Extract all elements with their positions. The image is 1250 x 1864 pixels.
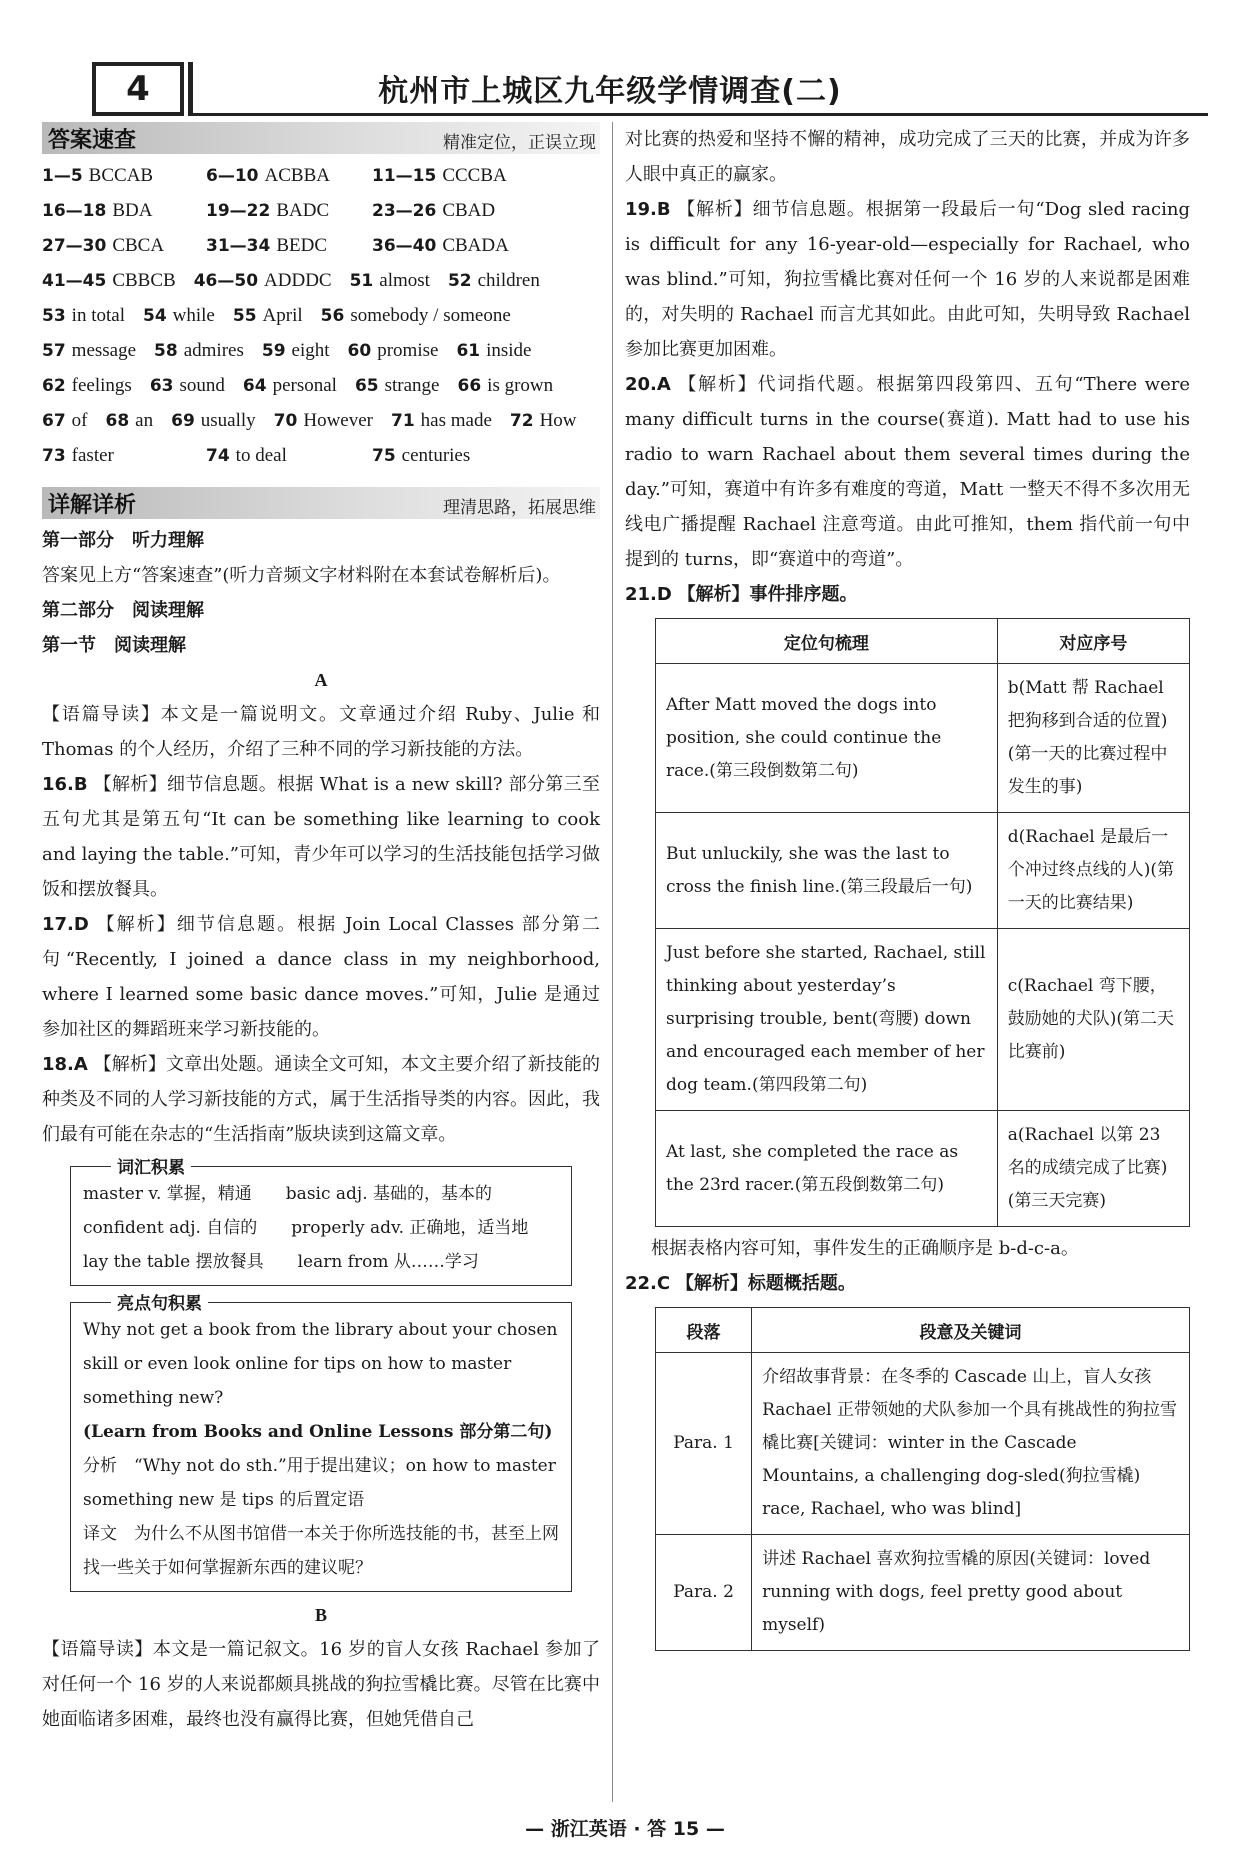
table-cell: 讲述 Rachael 喜欢狗拉雪橇的原因(关键词：loved running with dogs, feel pretty good about myself) [752, 1535, 1190, 1651]
answer-item [42, 410, 88, 432]
answer-number: 6—10 [206, 165, 259, 186]
answer-item [143, 305, 215, 327]
q18-text: 【解析】文章出处题。通读全文可知，本文主要介绍了新技能的种类及不同的人学习新技能的方式，属于生活指导类的内容。因此，我们最有可能在杂志的“生活指南”版块读到这篇文章。 [42, 1054, 600, 1145]
q17-text: 【解析】细节信息题。根据 Join Local Classes 部分第二句“Recently, I joined a dance class in my neighborhood, where I learned some basic dance moves.”可知，Julie 是通过参加社区的舞蹈班来学习新技能的。 [42, 914, 600, 1040]
answer-item [206, 200, 354, 222]
answer-number: 59 [261, 340, 286, 361]
answer-item [350, 270, 430, 292]
answer-number: 1—5 [42, 165, 83, 186]
answer-number: 56 [320, 305, 345, 326]
answer-number: 11—15 [372, 165, 437, 186]
passage-a-label: A [314, 670, 328, 690]
sentence-line: 译文 为什么不从图书馆借一本关于你所选技能的书，甚至上网找一些关于如何掌握新东西的建议呢？ [83, 1524, 559, 1578]
answer-number: 53 [42, 305, 66, 326]
answer-item [154, 340, 244, 362]
answer-value: BCCAB [88, 164, 154, 186]
q22-table [655, 1307, 1190, 1651]
answer-row [42, 333, 600, 368]
answer-item [372, 445, 532, 467]
answer-number: 57 [42, 340, 66, 361]
answer-item [42, 270, 176, 292]
answer-number: 52 [447, 270, 472, 291]
table-row [656, 1535, 1190, 1651]
answer-item [321, 305, 511, 327]
q19-explanation [625, 192, 1190, 367]
answer-value: message [71, 339, 137, 361]
answer-value: BEDC [276, 234, 328, 256]
answer-value: strange [384, 374, 440, 396]
table-cell: a(Rachael 以第 23 名的成绩完成了比赛)(第三天完赛) [997, 1111, 1189, 1227]
q18-number: 18.A [42, 1054, 88, 1075]
table-row [656, 1353, 1190, 1535]
answer-value: feelings [71, 374, 132, 396]
answer-item [372, 200, 532, 222]
answer-number: 62 [42, 375, 66, 396]
table-cell: Just before she started, Rachael, still thinking about yesterday’s surprising trouble, bent(弯腰) down and encouraged each member of her dog team.(第四段第二句) [656, 929, 998, 1111]
answer-number: 27—30 [42, 235, 107, 256]
q20-number: 20.A [625, 374, 671, 395]
answer-number: 46—50 [193, 270, 259, 291]
answer-number: 69 [171, 410, 195, 431]
answer-item [274, 410, 373, 432]
right-column [625, 122, 1190, 1655]
q20-explanation [625, 367, 1190, 577]
answer-value: ACBBA [264, 164, 330, 186]
answer-item [42, 235, 188, 257]
vocab-line: lay the table 摆放餐具 learn from 从……学习 [83, 1252, 479, 1272]
answer-value: BDA [112, 199, 153, 221]
answer-item [391, 410, 492, 432]
detail-title: 详解详析 [48, 493, 137, 518]
answer-number: 67 [42, 410, 66, 431]
header-rule [188, 113, 1208, 116]
answer-value: CBBCB [112, 269, 176, 291]
answer-item [262, 340, 330, 362]
quick-answers-banner [42, 122, 600, 154]
sentence-line: Why not get a book from the library about your chosen skill or even look online for tips on how to master something new? [83, 1320, 558, 1408]
answer-row [42, 298, 600, 333]
left-column [42, 122, 600, 1737]
answer-item [243, 375, 337, 397]
q16-explanation [42, 767, 600, 907]
answer-number: 65 [354, 375, 379, 396]
answer-row [42, 403, 600, 438]
answer-number: 41—45 [42, 270, 107, 291]
answer-value: promise [377, 339, 439, 361]
answer-number: 72 [509, 410, 534, 431]
answer-number: 73 [42, 445, 66, 466]
vocabulary-label: 词汇积累 [111, 1153, 191, 1178]
answer-value: April [262, 304, 303, 326]
answer-item [42, 340, 136, 362]
table-cell: Para. 1 [656, 1353, 752, 1535]
sentence-line: 分析 “Why not do sth.”用于提出建议；on how to master something new 是 tips 的后置定语 [83, 1456, 556, 1510]
answer-row [42, 368, 600, 403]
q19-number: 19.B [625, 199, 671, 220]
detail-slogan: 理清思路，拓展思维 [443, 498, 596, 518]
answer-number: 58 [154, 340, 178, 361]
answer-value: an [135, 409, 154, 431]
answer-item [233, 305, 303, 327]
passage-b-label: B [314, 1605, 327, 1625]
q16-number: 16.B [42, 774, 88, 795]
answer-number: 64 [242, 375, 267, 396]
answer-item [206, 235, 354, 257]
answer-row [42, 228, 600, 263]
answer-number: 68 [105, 410, 130, 431]
answer-number: 55 [232, 305, 257, 326]
vocab-line: master v. 掌握，精通 basic adj. 基础的，基本的 [83, 1184, 492, 1204]
answer-number: 63 [149, 375, 174, 396]
answer-item [42, 165, 188, 187]
answer-value: admires [183, 339, 244, 361]
answer-number: 61 [456, 340, 481, 361]
answer-item [194, 270, 332, 292]
passage-b-intro-continued: 对比赛的热爱和坚持不懈的精神，成功完成了三天的比赛，并成为许多人眼中真正的赢家。 [625, 129, 1190, 185]
answer-value: CBADA [442, 234, 509, 256]
q21-text: 【解析】事件排序题。 [677, 584, 858, 605]
answer-number: 19—22 [206, 200, 271, 221]
table-row [656, 929, 1190, 1111]
answer-number: 51 [349, 270, 374, 291]
answer-number: 31—34 [206, 235, 271, 256]
q21-table-header: 对应序号 [997, 619, 1189, 664]
table-row [656, 664, 1190, 813]
answer-item [456, 340, 531, 362]
answer-value: faster [71, 444, 114, 466]
answer-item [42, 305, 125, 327]
answer-item [372, 235, 532, 257]
answer-value: somebody / someone [350, 304, 511, 326]
answer-value: is grown [487, 374, 554, 396]
passage-b-intro: 【语篇导读】本文是一篇记叙文。16 岁的盲人女孩 Rachael 参加了对任何一个 16 岁的人来说都颇具挑战的狗拉雪橇比赛。尽管在比赛中她面临诸多困难，最终也没有赢得比赛，但她凭借自己 [42, 1639, 600, 1730]
answer-number: 23—26 [372, 200, 437, 221]
q21-explanation [625, 577, 1190, 612]
answer-value: almost [379, 269, 430, 291]
q22-number: 22.C [625, 1273, 671, 1294]
answer-value: CBCA [112, 234, 165, 256]
answer-number: 16—18 [42, 200, 107, 221]
q17-explanation [42, 907, 600, 1047]
q22-explanation [625, 1266, 1190, 1301]
table-cell: d(Rachael 是最后一个冲过终点线的人)(第一天的比赛结果) [997, 813, 1189, 929]
answer-row [42, 263, 600, 298]
answer-number: 60 [347, 340, 372, 361]
answer-value: in total [71, 304, 125, 326]
answer-item [206, 445, 354, 467]
q22-table-header: 段落 [656, 1308, 752, 1353]
detail-banner [42, 487, 600, 519]
answer-value: to deal [235, 444, 287, 466]
passage-a-intro: 【语篇导读】本文是一篇说明文。文章通过介绍 Ruby、Julie 和 Thomas 的个人经历，介绍了三种不同的学习新技能的方法。 [42, 704, 600, 760]
answer-item [42, 200, 188, 222]
column-divider [612, 122, 613, 1802]
answer-item [106, 410, 154, 432]
part1-text: 答案见上方“答案速查”(听力音频文字材料附在本套试卷解析后)。 [42, 565, 561, 586]
answer-number: 54 [142, 305, 167, 326]
answer-item [355, 375, 440, 397]
answer-number: 74 [206, 445, 230, 466]
table-cell: At last, she completed the race as the 23rd racer.(第五段倒数第二句) [656, 1111, 998, 1227]
answer-item [348, 340, 439, 362]
page-title: 杭州市上城区九年级学情调查(二) [378, 74, 842, 109]
answer-value: inside [486, 339, 532, 361]
q21-conclusion: 根据表格内容可知，事件发生的正确顺序是 b-d-c-a。 [651, 1238, 1079, 1259]
quick-answers-title: 答案速查 [48, 128, 137, 153]
answer-row [42, 193, 600, 228]
answer-item [448, 270, 540, 292]
highlight-sentence-label: 亮点句积累 [111, 1289, 208, 1314]
answer-number: 75 [372, 445, 396, 466]
answer-item [510, 410, 577, 432]
quick-answers-slogan: 精准定位，正误立现 [443, 133, 596, 153]
answer-item [150, 375, 225, 397]
answer-item [206, 165, 354, 187]
q21-number: 21.D [625, 584, 672, 605]
vocab-line: confident adj. 自信的 properly adv. 正确地，适当地 [83, 1218, 529, 1238]
answer-value: while [172, 304, 215, 326]
answer-item [171, 410, 256, 432]
section1-heading: 第一节 阅读理解 [42, 635, 186, 656]
q20-text: 【解析】代词指代题。根据第四段第四、五句“There were many difficult turns in the course(赛道). Matt had to use his radio to warn Rachael about them several times during the day.”可知，赛道中有许多有难度的弯道，Matt 一整天不得不多次用无线电广播提醒 Rachael 注意弯道。由此可推知，them 指代前一句中提到的 turns，即“赛道中的弯道”。 [625, 374, 1190, 570]
q17-number: 17.D [42, 914, 89, 935]
q21-table [655, 618, 1190, 1227]
answer-value: of [71, 409, 88, 431]
paper-number-box: 4 [92, 62, 184, 116]
answer-value: personal [272, 374, 337, 396]
answer-value: sound [179, 374, 225, 396]
table-row [656, 1111, 1190, 1227]
answer-value: eight [291, 339, 330, 361]
table-cell: b(Matt 帮 Rachael 把狗移到合适的位置)(第一天的比赛过程中发生的事) [997, 664, 1189, 813]
part1-heading: 第一部分 听力理解 [42, 530, 204, 551]
q22-table-header: 段意及关键词 [752, 1308, 1190, 1353]
q16-text: 【解析】细节信息题。根据 What is a new skill? 部分第三至五句尤其是第五句“It can be something like learning to cook and laying the table.”可知，青少年可以学习的生活技能包括学习做饭和摆放餐具。 [42, 774, 600, 900]
page-footer: — 浙江英语 · 答 15 — [525, 1818, 725, 1840]
answer-key [42, 158, 600, 473]
q19-text: 【解析】细节信息题。根据第一段最后一句“Dog sled racing is difficult for any 16-year-old—especially for Rachael, who was blind.”可知，狗拉雪橇比赛对任何一个 16 岁的人来说都是困难的，对失明的 Rachael 而言尤其如此。由此可知，失明导致 Rachael 参加比赛更加困难。 [625, 199, 1190, 360]
answer-value: ADDDC [264, 269, 332, 291]
answer-number: 36—40 [372, 235, 437, 256]
answer-item [42, 445, 188, 467]
answer-value: BADC [276, 199, 330, 221]
answer-value: However [303, 409, 373, 431]
answer-item [42, 375, 132, 397]
answer-value: centuries [401, 444, 471, 466]
sentence-line: (Learn from Books and Online Lessons 部分第二句) [83, 1422, 553, 1442]
table-cell: But unluckily, she was the last to cross the finish line.(第三段最后一句) [656, 813, 998, 929]
answer-value: children [477, 269, 540, 291]
q18-explanation [42, 1047, 600, 1152]
answer-number: 66 [457, 375, 482, 396]
answer-value: has made [420, 409, 492, 431]
q21-table-header: 定位句梳理 [656, 619, 998, 664]
answer-item [458, 375, 554, 397]
highlight-sentence-box [70, 1294, 572, 1592]
table-row [656, 813, 1190, 929]
part2-heading: 第二部分 阅读理解 [42, 600, 204, 621]
q22-text: 【解析】标题概括题。 [675, 1273, 856, 1294]
vocabulary-box [70, 1158, 572, 1286]
answer-value: CBAD [442, 199, 496, 221]
table-cell: 介绍故事背景：在冬季的 Cascade 山上，盲人女孩 Rachael 正带领她的犬队参加一个具有挑战性的狗拉雪橇比赛[关键词：winter in the Cascade Mountains, a challenging dog-sled(狗拉雪橇) race, Rachael, who was blind] [752, 1353, 1190, 1535]
answer-row [42, 438, 600, 473]
table-cell: After Matt moved the dogs into position, she could continue the race.(第三段倒数第二句) [656, 664, 998, 813]
answer-item [372, 165, 532, 187]
table-cell: Para. 2 [656, 1535, 752, 1651]
answer-value: CCCBA [442, 164, 507, 186]
answer-value: How [539, 409, 577, 431]
answer-number: 71 [390, 410, 415, 431]
answer-number: 70 [273, 410, 298, 431]
header-bar [188, 62, 193, 116]
answer-row [42, 158, 600, 193]
answer-value: usually [200, 409, 256, 431]
table-cell: c(Rachael 弯下腰，鼓励她的犬队)(第二天比赛前) [997, 929, 1189, 1111]
